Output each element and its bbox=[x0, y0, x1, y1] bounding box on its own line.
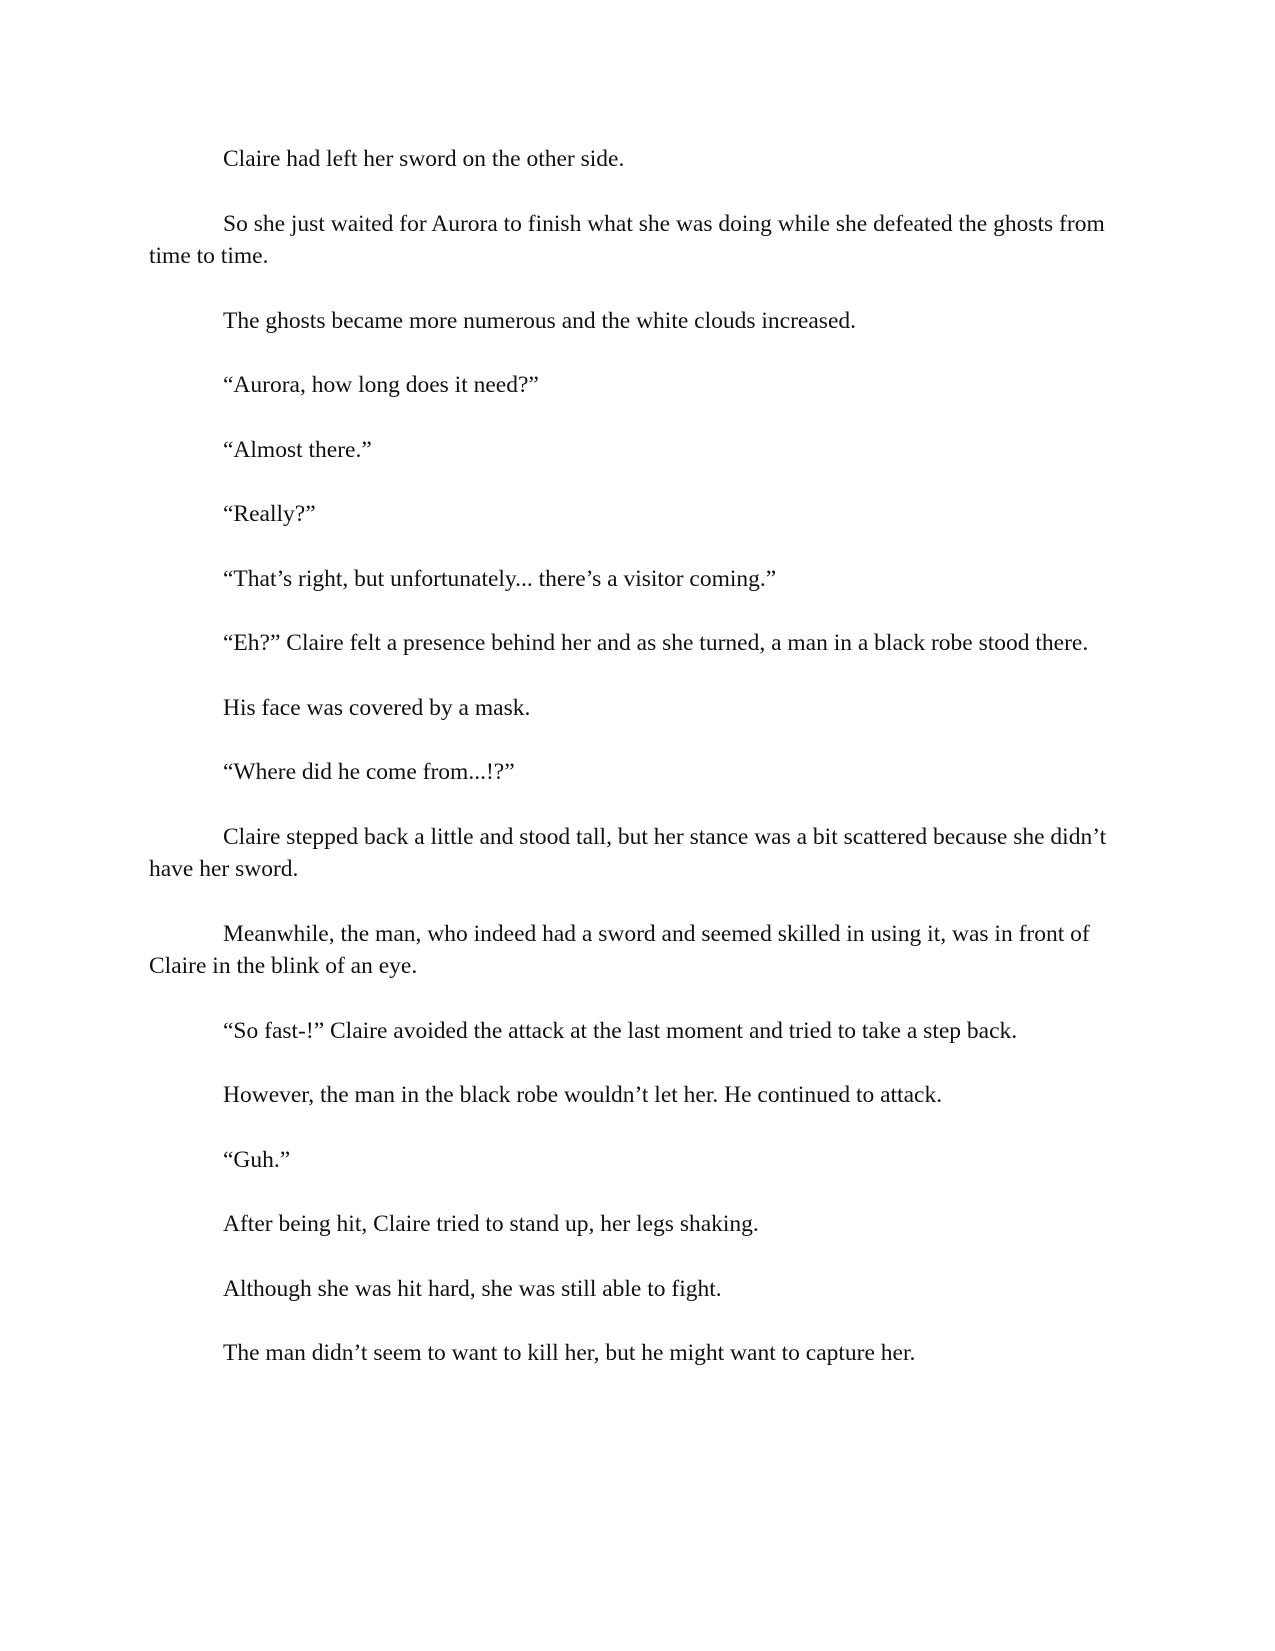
paragraph: “Eh?” Claire felt a presence behind her and as she turned, a man in a black robe stood there. bbox=[223, 630, 1089, 656]
paragraph: “Really?” bbox=[223, 501, 316, 527]
paragraph: So she just waited for Aurora to finish what she was doing while she defeated the ghosts from time to time. bbox=[149, 210, 1105, 269]
paragraph: “That’s right, but unfortunately... there’s a visitor coming.” bbox=[223, 565, 777, 592]
document-body bbox=[149, 143, 1129, 1402]
paragraph: “Guh.” bbox=[223, 1146, 291, 1173]
paragraph: Meanwhile, the man, who indeed had a sword and seemed skilled in using it, was in front of Claire in the blink of an eye. bbox=[149, 920, 1090, 979]
paragraph: “So fast-!” Claire avoided the attack at the last moment and tried to take a step back. bbox=[223, 1017, 1018, 1044]
paragraph: However, the man in the black robe wouldn’t let her. He continued to attack. bbox=[223, 1082, 943, 1108]
paragraph: “Where did he come from...!?” bbox=[223, 759, 515, 785]
paragraph: “Almost there.” bbox=[223, 436, 372, 463]
paragraph: His face was covered by a mask. bbox=[223, 694, 531, 721]
paragraph: Although she was hit hard, she was still able to fight. bbox=[223, 1275, 722, 1302]
paragraph: After being hit, Claire tried to stand up, her legs shaking. bbox=[223, 1211, 759, 1237]
paragraph: The ghosts became more numerous and the white clouds increased. bbox=[223, 307, 856, 334]
paragraph: The man didn’t seem to want to kill her, but he might want to capture her. bbox=[223, 1340, 916, 1366]
paragraph: Claire had left her sword on the other side. bbox=[223, 146, 625, 172]
paragraph: Claire stepped back a little and stood tall, but her stance was a bit scattered because she didn’t have her sword. bbox=[149, 823, 1107, 882]
paragraph: “Aurora, how long does it need?” bbox=[223, 372, 539, 398]
